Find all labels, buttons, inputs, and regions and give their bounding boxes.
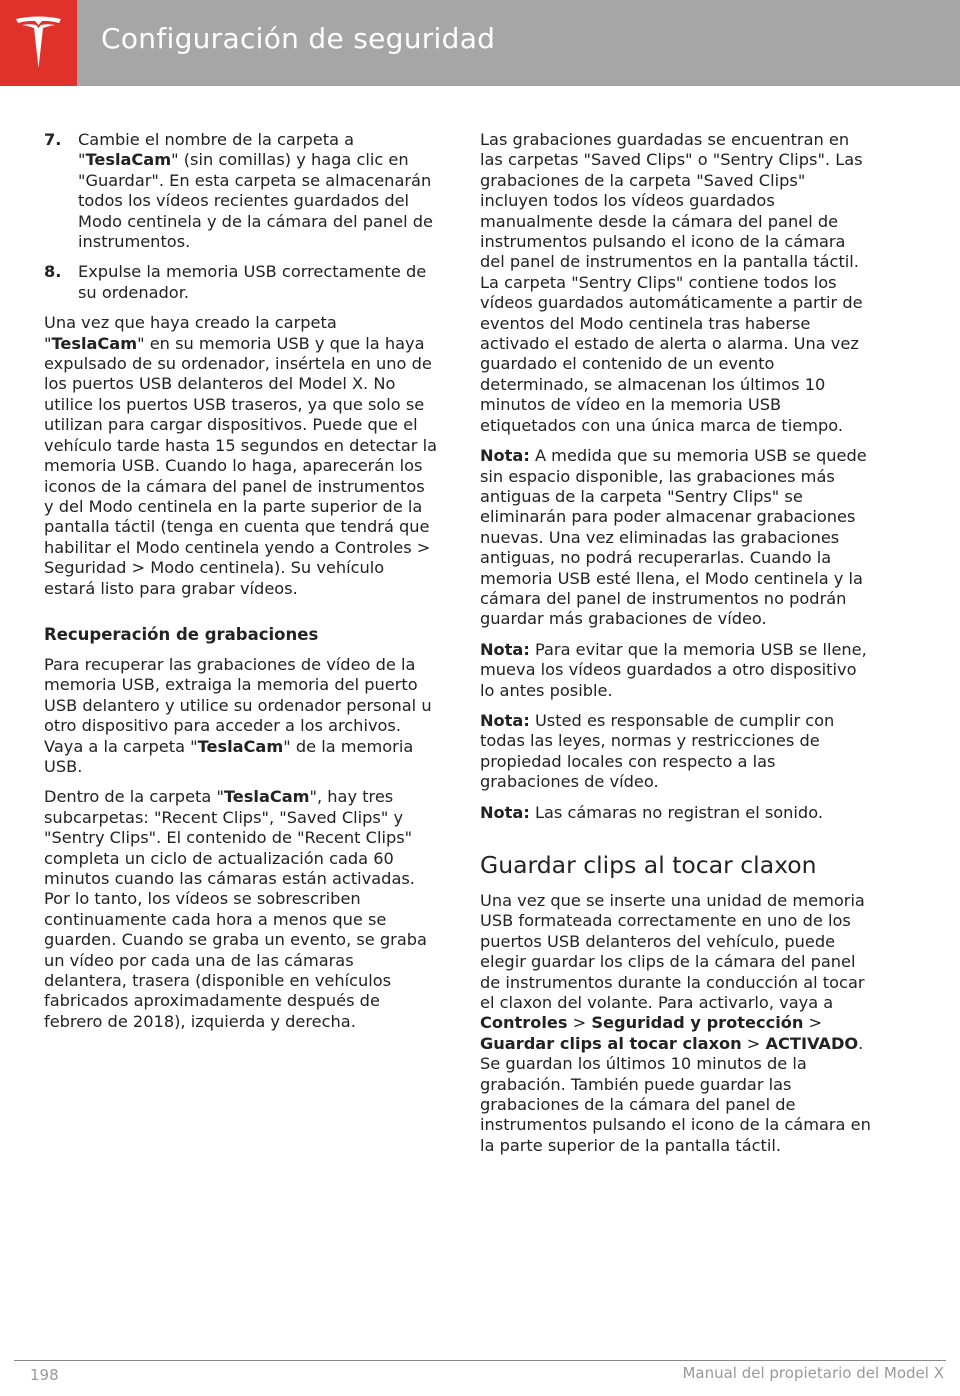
step-number: 8. bbox=[44, 262, 62, 282]
note: Nota: A medida que su memoria USB se quede sin espacio disponible, las grabaciones más antiguas de la carpeta "Sentry Clips" se eliminarán para poder almacenar grabaciones nuevas. Una vez eliminadas las grabaciones antiguas, no podrá recuperarlas. Cuando la memoria USB esté llena, el Modo centinela y la cámara del panel de instrumentos no podrán guardar más grabaciones de vídeo. bbox=[480, 446, 867, 629]
step-number: 7. bbox=[44, 130, 62, 149]
paragraph: Las grabaciones guardadas se encuentran en las carpetas "Saved Clips" o "Sentry Clips". Las grabaciones de la carpeta "Saved Clips" incluyen todos los vídeos guardados manualmente desde la cámara del panel de instrumentos pulsando el icono de la cámara del panel de instrumentos en la pantalla táctil. La carpeta "Sentry Clips" contiene todos los vídeos guardados automáticamente a partir de eventos del Modo centinela tras haberse activado el estado de alerta o alarma. Una vez guardado el contenido de un evento determinado, se almacenan los últimos 10 minutos de vídeo en la memoria USB etiquetados con una única marca de tiempo. bbox=[480, 130, 863, 435]
footer-manual-title: Manual del propietario del Model X bbox=[682, 1364, 944, 1382]
step-8 bbox=[44, 262, 439, 303]
section-heading: Guardar clips al tocar claxon bbox=[480, 851, 817, 879]
note: Nota: Las cámaras no registran el sonido. bbox=[480, 802, 823, 822]
section-heading: Recuperación de grabaciones bbox=[44, 624, 319, 644]
page-number: 198 bbox=[30, 1366, 59, 1384]
logo-box bbox=[0, 0, 77, 86]
tesla-logo-icon bbox=[14, 16, 63, 70]
step-7 bbox=[44, 130, 439, 252]
paragraph: Dentro de la carpeta "TeslaCam", hay tres subcarpetas: "Recent Clips", "Saved Clips" y "Sentry Clips". El contenido de "Recent Clips" completa un ciclo de actualización cada 60 minutos cuando las cámaras están activadas. Por lo tanto, los vídeos se sobrescriben continuamente cada hora a menos que se guarden. Cuando se graba un evento, se graba un vídeo por cada una de las cámaras delantera, trasera (disponible en vehículos fabricados aproximadamente después de febrero de 2018), izquierda y derecha. bbox=[44, 787, 427, 1031]
page-title: Configuración de seguridad bbox=[101, 22, 496, 55]
paragraph: Una vez que se inserte una unidad de memoria USB formateada correctamente en uno de los puertos USB delanteros del vehículo, puede elegir guardar los clips de la cámara del panel de instrumentos durante la conducción al tocar el claxon del volante. Para activarlo, vaya a Controles > Seguridad y protección > Guardar clips al tocar claxon > ACTIVADO. Se guardan los últimos 10 minutos de la grabación. También puede guardar las grabaciones de la cámara del panel de instrumentos pulsando el icono de la cámara en la parte superior de la pantalla táctil. bbox=[480, 891, 871, 1155]
step-text: Cambie el nombre de la carpeta a "TeslaCam" (sin comillas) y haga clic en "Guardar". En esta carpeta se almacenarán todos los vídeos recientes guardados del Modo centinela y de la cámara del panel de instrumentos. bbox=[78, 130, 434, 252]
page-header bbox=[0, 0, 960, 86]
step-text: Expulse la memoria USB correctamente de su ordenador. bbox=[78, 262, 427, 302]
footer-divider bbox=[14, 1360, 946, 1361]
note: Nota: Para evitar que la memoria USB se llene, mueva los vídeos guardados a otro dispositivo lo antes posible. bbox=[480, 639, 867, 700]
right-column bbox=[480, 130, 872, 1166]
note: Nota: Usted es responsable de cumplir con todas las leyes, normas y restricciones de propiedad locales con respecto a las grabaciones de vídeo. bbox=[480, 710, 835, 792]
paragraph: Para recuperar las grabaciones de vídeo de la memoria USB, extraiga la memoria del puerto USB delantero y utilice su ordenador personal u otro dispositivo para acceder a los archivos. Vaya a la carpeta "TeslaCam" de la memoria USB. bbox=[44, 654, 432, 776]
paragraph: Una vez que haya creado la carpeta "TeslaCam" en su memoria USB y que la haya expulsado de su ordenador, insértela en uno de los puertos USB delanteros del Model X. No utilice los puertos USB traseros, ya que solo se utilizan para cargar dispositivos. Puede que el vehículo tarde hasta 15 segundos en detectar la memoria USB. Cuando lo haga, aparecerán los iconos de la cámara del panel de instrumentos y del Modo centinela en la parte superior de la pantalla táctil (tenga en cuenta que tendrá que habilitar el Modo centinela yendo a Controles > Seguridad > Modo centinela). Su vehículo estará listo para grabar vídeos. bbox=[44, 313, 438, 598]
left-column bbox=[44, 130, 439, 1042]
